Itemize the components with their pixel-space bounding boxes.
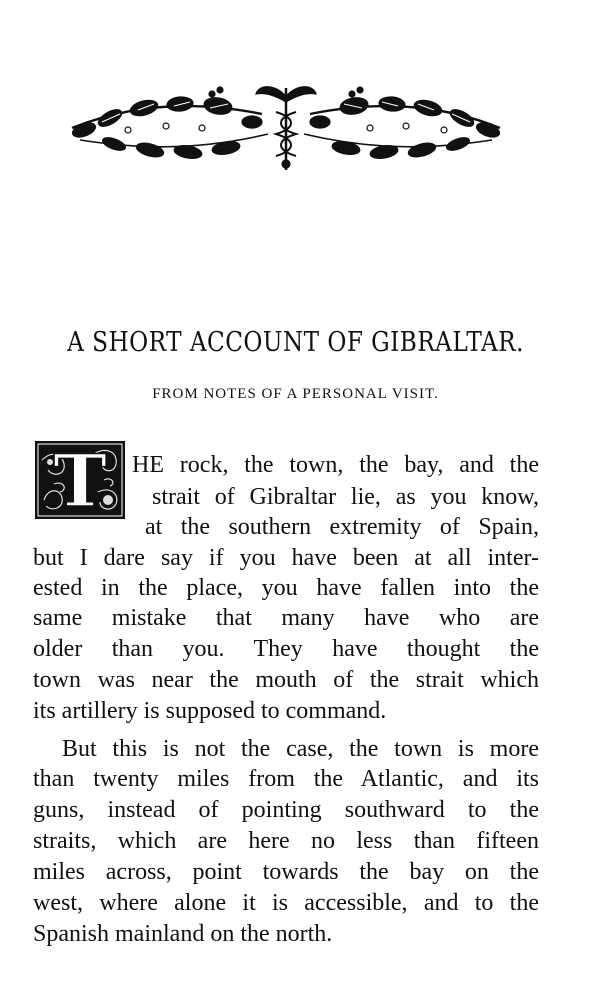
floral-vignette-icon xyxy=(62,78,510,174)
text-line: straits, which are here no less than fifteen xyxy=(33,828,539,854)
text-line: town was near the mouth of the strait which xyxy=(33,667,539,693)
text-line: guns, instead of pointing southward to the xyxy=(33,797,539,823)
text-line: But this is not the case, the town is more xyxy=(62,736,539,762)
text-line: than twenty miles from the Atlantic, and its xyxy=(33,766,539,792)
text-line: Spanish mainland on the north. xyxy=(33,921,333,947)
text-line: miles across, point towards the bay on the xyxy=(33,859,539,885)
text-line: at the southern extremity of Spain, xyxy=(145,514,539,540)
text-line: west, where alone it is accessible, and to the xyxy=(33,890,539,916)
decorated-initial-icon xyxy=(34,440,126,520)
page-title: A SHORT ACCOUNT OF GIBRALTAR. xyxy=(67,327,524,358)
text-line: but I dare say if you have been at all inter- xyxy=(33,545,539,571)
text-line: same mistake that many have who are xyxy=(33,605,539,631)
text-line: strait of Gibraltar lie, as you know, xyxy=(152,484,539,510)
page-subtitle: FROM NOTES OF A PERSONAL VISIT. xyxy=(152,386,439,402)
text-line: older than you. They have thought the xyxy=(33,636,539,662)
text-line: ested in the place, you have fallen into the xyxy=(33,575,539,601)
text-line: its artillery is supposed to command. xyxy=(33,698,387,724)
dropcap-letter: T xyxy=(53,440,107,520)
text-line: HE rock, the town, the bay, and the xyxy=(132,452,539,478)
